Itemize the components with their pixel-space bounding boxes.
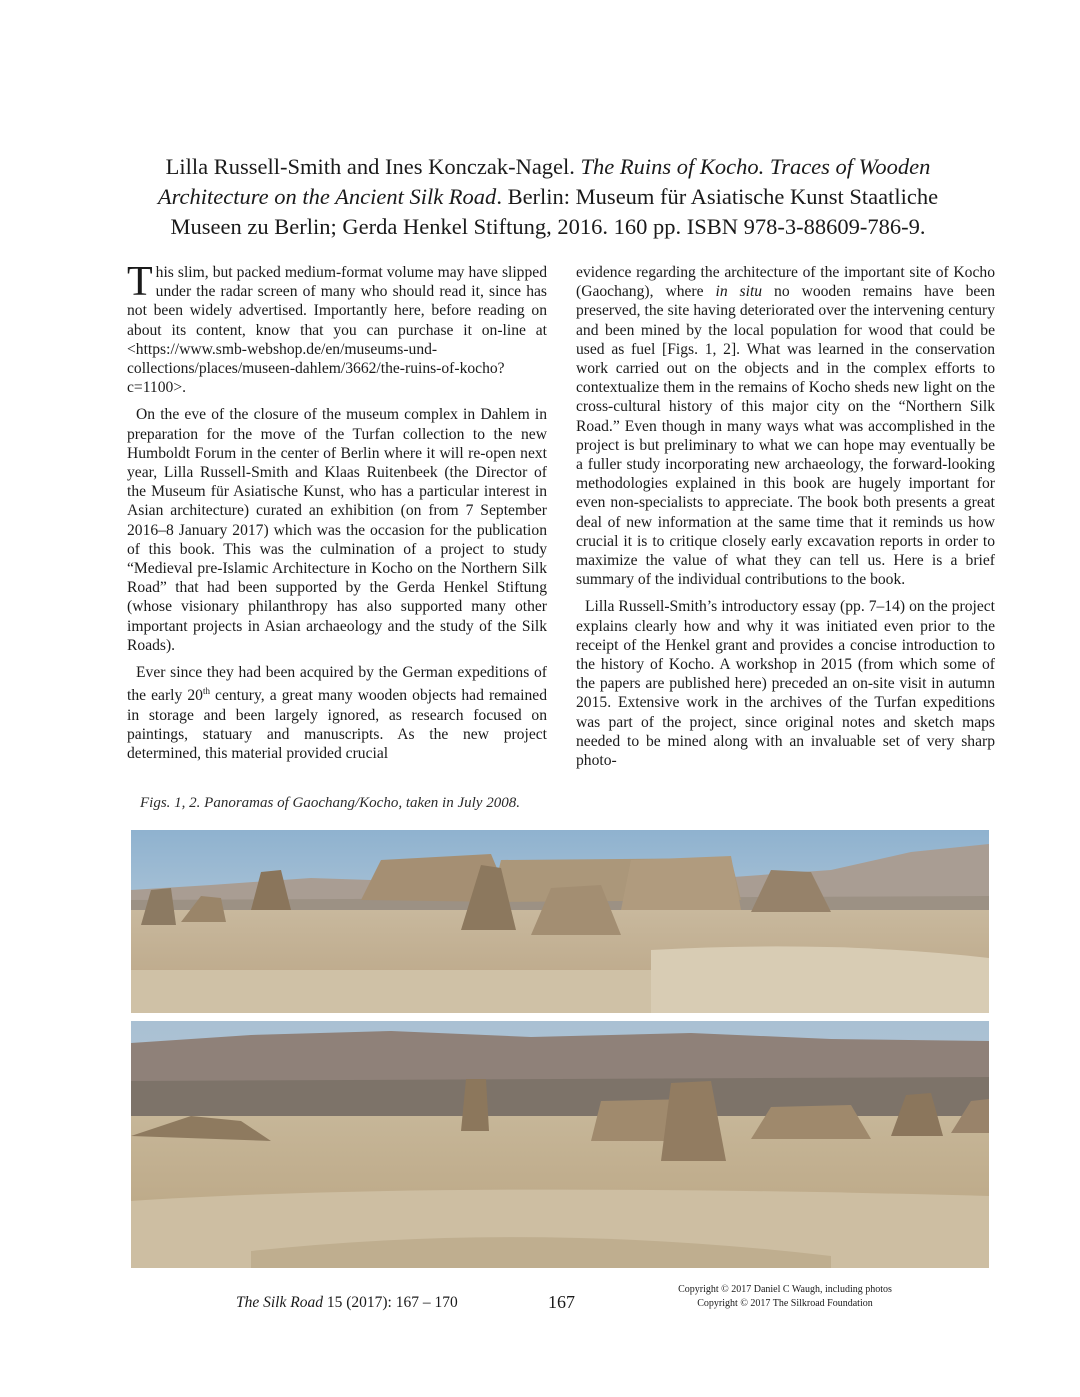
in-situ-italic: in situ [715, 283, 763, 301]
left-paragraph-1 [127, 259, 547, 397]
panorama-1-illustration [131, 830, 989, 1013]
panorama-2-illustration [131, 1021, 989, 1268]
left-paragraph-3 [127, 663, 547, 763]
page-number: 167 [548, 1292, 575, 1312]
copyright-notice [650, 1283, 920, 1311]
left-paragraph-3-end: century, a great many wooden objects had remained in storage and been largely ignored, as research focused on paintings, statuary and manuscripts. As the new project determined, this material provided crucial [127, 687, 547, 763]
header-publication-info: Museen zu Berlin; Gerda Henkel Stiftung, 2016. 160 pp. ISBN 978-3-88609-786-9. [170, 214, 926, 239]
header-line-2 [150, 182, 946, 212]
left-paragraph-2: On the eve of the closure of the museum complex in Dahlem in preparation for the move of the Turfan collection to the new Humboldt Forum in the center of Berlin where it will re-open next year, Lilla Russell-Smith and Klaas Ruitenbeek (the Director of the Museum für Asiatische Kunst, who has a particular interest in Asian architecture) curated an exhibition (on from 7 September 2016–8 January 2017) which was the occasion for the publication of this book. This was the culmination of a project to study “Medieval pre-Islamic Architecture in Kocho on the Northern Silk Road” that had been supported by the Gerda Henkel Stiftung (whose visionary philanthropy has also supported many other important projects in Asian archaeology and the study of the Silk Roads). [127, 406, 547, 654]
ordinal-superscript: th [202, 686, 210, 697]
journal-volume-pages: 15 (2017): 167 – 170 [322, 1294, 458, 1311]
header-book-title-part2: Architecture on the Ancient Silk Road [157, 184, 497, 209]
drop-cap: T [127, 259, 153, 305]
header-line-1 [150, 152, 946, 182]
left-column [127, 259, 547, 771]
panorama-photo-1 [131, 830, 989, 1013]
right-paragraph-1-end: no wooden remains have been preserved, the site having deteriorated over the intervening century and been mined by the local population for wood that could be used as fuel [Figs. 1, 2]. What was learned in the conservation work carried out on the objects and in the complex efforts to contextualize them in the remains of Kocho sheds new light on the cross-cultural history of this major city on the “Northern Silk Road.” Even though in many ways what was accomplished in the project is but preliminary to what we can hope may eventually be a fuller study incorporating new archaeology, the forward-looking methodologies explained in this book are hugely important for even non-specialists to appreciate. The book both presents a great deal of new information at the same time that it reminds us how crucial it is to critique closely early excavation reports in order to maximize the value of what they can tell us. Here is a brief summary of the individual contributions to the book. [576, 283, 995, 589]
figure-caption: Figs. 1, 2. Panoramas of Gaochang/Kocho, taken in July 2008. [140, 795, 520, 811]
copyright-line-1: Copyright © 2017 Daniel C Waugh, including photos [678, 1284, 892, 1295]
review-header [150, 152, 946, 242]
left-paragraph-1-text: his slim, but packed medium-format volume may have slipped under the radar screen of many who should read it, since has not been widely advertised. Importantly here, before reading on about its content, know that you can purchase it on-line at <https://www.smb-webshop.de/en/museums-und-collections/places/museen-dahlem/3662/the-ruins-of-kocho?c=1100>. [127, 264, 547, 397]
journal-name: The Silk Road [236, 1294, 323, 1311]
journal-citation [236, 1294, 458, 1312]
copyright-line-2: Copyright © 2017 The Silkroad Foundation [697, 1298, 873, 1309]
header-authors: Lilla Russell-Smith and Ines Konczak-Nagel. [165, 154, 581, 179]
header-book-title-part1: The Ruins of Kocho. Traces of Wooden [580, 154, 931, 179]
left-paragraph-3-start: Ever since they had been acquired by the German expeditions of the early 20 [127, 664, 547, 705]
header-publisher: . Berlin: Museum für Asiatische Kunst Staatliche [496, 184, 939, 209]
right-column [576, 263, 995, 778]
header-line-3 [150, 212, 946, 242]
right-paragraph-1 [576, 263, 995, 589]
right-paragraph-2: Lilla Russell-Smith’s introductory essay (pp. 7–14) on the project explains clearly how and why it was initiated even prior to the receipt of the Henkel grant and provides a concise introduction to the history of Kocho. A workshop in 2015 (from which some of the papers are published here) preceded an on-site visit in autumn 2015. Extensive work in the archives of the Turfan expeditions was part of the project, since original notes and sketch maps needed to be mined along with an invaluable set of very sharp photo- [576, 598, 995, 770]
panorama-photo-2 [131, 1021, 989, 1268]
right-paragraph-1-start: evidence regarding the architecture of the important site of Kocho (Gaochang), where [576, 264, 995, 301]
